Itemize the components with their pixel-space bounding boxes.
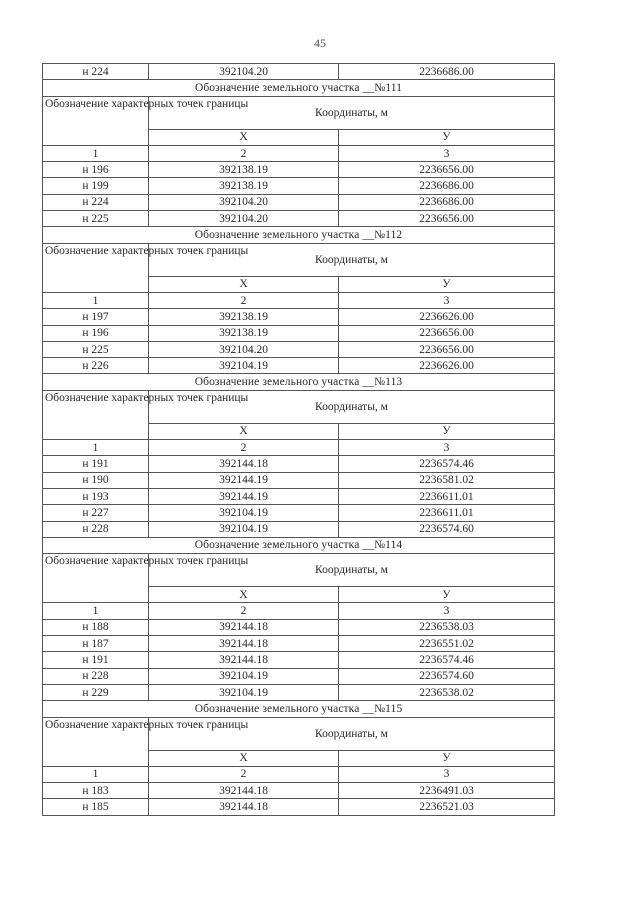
column-index-cell: 3 <box>339 766 555 782</box>
x-coordinate-cell: 392144.18 <box>149 799 339 815</box>
table-row <box>43 652 555 668</box>
coordinates-header: Координаты, м <box>149 243 555 276</box>
y-coordinate-cell: 2236626.00 <box>339 309 555 325</box>
x-coordinate-cell: 392138.19 <box>149 325 339 341</box>
x-coordinate-cell: 392104.20 <box>149 194 339 210</box>
page-number: 45 <box>314 36 326 50</box>
x-coordinate-cell: 392104.19 <box>149 684 339 700</box>
point-label-header: Обозначение характерных точек границы <box>43 96 149 145</box>
y-coordinate-cell: 2236551.02 <box>339 636 555 652</box>
y-header: У <box>339 129 555 145</box>
point-id-cell: н 190 <box>43 472 149 488</box>
plot-title-row <box>43 80 555 96</box>
y-header: У <box>339 750 555 766</box>
y-coordinate-cell: 2236686.00 <box>339 64 555 80</box>
point-id-cell: н 228 <box>43 521 149 537</box>
column-index-cell: 1 <box>43 292 149 308</box>
x-coordinate-cell: 392104.19 <box>149 505 339 521</box>
table-row <box>43 194 555 210</box>
x-coordinate-cell: 392144.18 <box>149 652 339 668</box>
plot-title: Обозначение земельного участка __№112 <box>43 227 555 243</box>
y-coordinate-cell: 2236686.00 <box>339 194 555 210</box>
plot-title-row <box>43 537 555 553</box>
x-coordinate-cell: 392104.19 <box>149 668 339 684</box>
x-coordinate-cell: 392104.20 <box>149 341 339 357</box>
plot-title-row <box>43 701 555 717</box>
x-header: Х <box>149 750 339 766</box>
point-id-cell: н 227 <box>43 505 149 521</box>
x-coordinate-cell: 392138.19 <box>149 309 339 325</box>
table-row <box>43 619 555 635</box>
column-index-cell: 3 <box>339 603 555 619</box>
table-row <box>43 488 555 504</box>
table-row <box>43 521 555 537</box>
table-row <box>43 325 555 341</box>
x-header: Х <box>149 423 339 439</box>
table-row <box>43 358 555 374</box>
x-coordinate-cell: 392144.19 <box>149 472 339 488</box>
column-index-cell: 2 <box>149 292 339 308</box>
plot-title-row <box>43 374 555 390</box>
coordinates-header: Координаты, м <box>149 554 555 587</box>
column-index-cell: 2 <box>149 145 339 161</box>
x-coordinate-cell: 392138.19 <box>149 162 339 178</box>
column-index-row <box>43 603 555 619</box>
table-row <box>43 668 555 684</box>
table-row <box>43 211 555 227</box>
point-id-cell: н 185 <box>43 799 149 815</box>
header-row <box>43 554 555 587</box>
y-header: У <box>339 276 555 292</box>
point-id-cell: н 197 <box>43 309 149 325</box>
y-coordinate-cell: 2236538.02 <box>339 684 555 700</box>
carryover-row <box>43 64 555 80</box>
point-id-cell: н 187 <box>43 636 149 652</box>
column-index-cell: 2 <box>149 766 339 782</box>
point-id-cell: н 199 <box>43 178 149 194</box>
point-id-cell: н 226 <box>43 358 149 374</box>
point-label-header: Обозначение характерных точек границы <box>43 390 149 439</box>
column-index-cell: 3 <box>339 145 555 161</box>
x-coordinate-cell: 392144.18 <box>149 636 339 652</box>
point-id-cell: н 225 <box>43 211 149 227</box>
table-row <box>43 472 555 488</box>
point-id-cell: н 224 <box>43 64 149 80</box>
x-coordinate-cell: 392144.19 <box>149 488 339 504</box>
y-header: У <box>339 423 555 439</box>
point-id-cell: н 196 <box>43 162 149 178</box>
y-coordinate-cell: 2236626.00 <box>339 358 555 374</box>
column-index-cell: 3 <box>339 440 555 456</box>
table-row <box>43 162 555 178</box>
column-index-cell: 1 <box>43 766 149 782</box>
table-row <box>43 341 555 357</box>
y-coordinate-cell: 2236656.00 <box>339 325 555 341</box>
point-id-cell: н 196 <box>43 325 149 341</box>
x-header: Х <box>149 587 339 603</box>
point-id-cell: н 229 <box>43 684 149 700</box>
y-coordinate-cell: 2236491.03 <box>339 783 555 799</box>
plot-title-row <box>43 227 555 243</box>
table-row <box>43 178 555 194</box>
x-header: Х <box>149 129 339 145</box>
point-id-cell: н 191 <box>43 652 149 668</box>
table-row <box>43 799 555 815</box>
column-index-cell: 2 <box>149 603 339 619</box>
table-row <box>43 684 555 700</box>
point-id-cell: н 225 <box>43 341 149 357</box>
y-coordinate-cell: 2236574.60 <box>339 521 555 537</box>
point-id-cell: н 224 <box>43 194 149 210</box>
column-index-row <box>43 766 555 782</box>
x-coordinate-cell: 392104.20 <box>149 211 339 227</box>
x-coordinate-cell: 392144.18 <box>149 783 339 799</box>
column-index-row <box>43 440 555 456</box>
table-row <box>43 456 555 472</box>
point-label-header: Обозначение характерных точек границы <box>43 243 149 292</box>
x-coordinate-cell: 392104.19 <box>149 358 339 374</box>
header-row <box>43 390 555 423</box>
column-index-cell: 1 <box>43 145 149 161</box>
coordinates-table-body <box>43 64 555 816</box>
point-id-cell: н 188 <box>43 619 149 635</box>
plot-title: Обозначение земельного участка __№111 <box>43 80 555 96</box>
column-index-row <box>43 292 555 308</box>
column-index-row <box>43 145 555 161</box>
y-coordinate-cell: 2236581.02 <box>339 472 555 488</box>
plot-title: Обозначение земельного участка __№114 <box>43 537 555 553</box>
plot-title: Обозначение земельного участка __№113 <box>43 374 555 390</box>
y-coordinate-cell: 2236538.03 <box>339 619 555 635</box>
x-coordinate-cell: 392104.19 <box>149 521 339 537</box>
x-coordinate-cell: 392144.18 <box>149 456 339 472</box>
y-coordinate-cell: 2236574.60 <box>339 668 555 684</box>
table-row <box>43 636 555 652</box>
point-label-header: Обозначение характерных точек границы <box>43 717 149 766</box>
x-coordinate-cell: 392144.18 <box>149 619 339 635</box>
point-id-cell: н 193 <box>43 488 149 504</box>
column-index-cell: 1 <box>43 603 149 619</box>
y-coordinate-cell: 2236611.01 <box>339 488 555 504</box>
y-coordinate-cell: 2236611.01 <box>339 505 555 521</box>
y-coordinate-cell: 2236656.00 <box>339 162 555 178</box>
point-label-header: Обозначение характерных точек границы <box>43 554 149 603</box>
x-coordinate-cell: 392104.20 <box>149 64 339 80</box>
column-index-cell: 2 <box>149 440 339 456</box>
y-coordinate-cell: 2236574.46 <box>339 652 555 668</box>
coordinates-header: Координаты, м <box>149 717 555 750</box>
header-row <box>43 96 555 129</box>
column-index-cell: 1 <box>43 440 149 456</box>
point-id-cell: н 228 <box>43 668 149 684</box>
plot-title: Обозначение земельного участка __№115 <box>43 701 555 717</box>
y-coordinate-cell: 2236656.00 <box>339 341 555 357</box>
y-header: У <box>339 587 555 603</box>
point-id-cell: н 183 <box>43 783 149 799</box>
table-row <box>43 783 555 799</box>
coordinates-header: Координаты, м <box>149 390 555 423</box>
header-row <box>43 717 555 750</box>
y-coordinate-cell: 2236521.03 <box>339 799 555 815</box>
table-row <box>43 505 555 521</box>
header-row <box>43 243 555 276</box>
y-coordinate-cell: 2236656.00 <box>339 211 555 227</box>
x-header: Х <box>149 276 339 292</box>
x-coordinate-cell: 392138.19 <box>149 178 339 194</box>
column-index-cell: 3 <box>339 292 555 308</box>
y-coordinate-cell: 2236574.46 <box>339 456 555 472</box>
point-id-cell: н 191 <box>43 456 149 472</box>
coordinates-header: Координаты, м <box>149 96 555 129</box>
y-coordinate-cell: 2236686.00 <box>339 178 555 194</box>
coordinates-table <box>42 63 555 816</box>
table-row <box>43 309 555 325</box>
